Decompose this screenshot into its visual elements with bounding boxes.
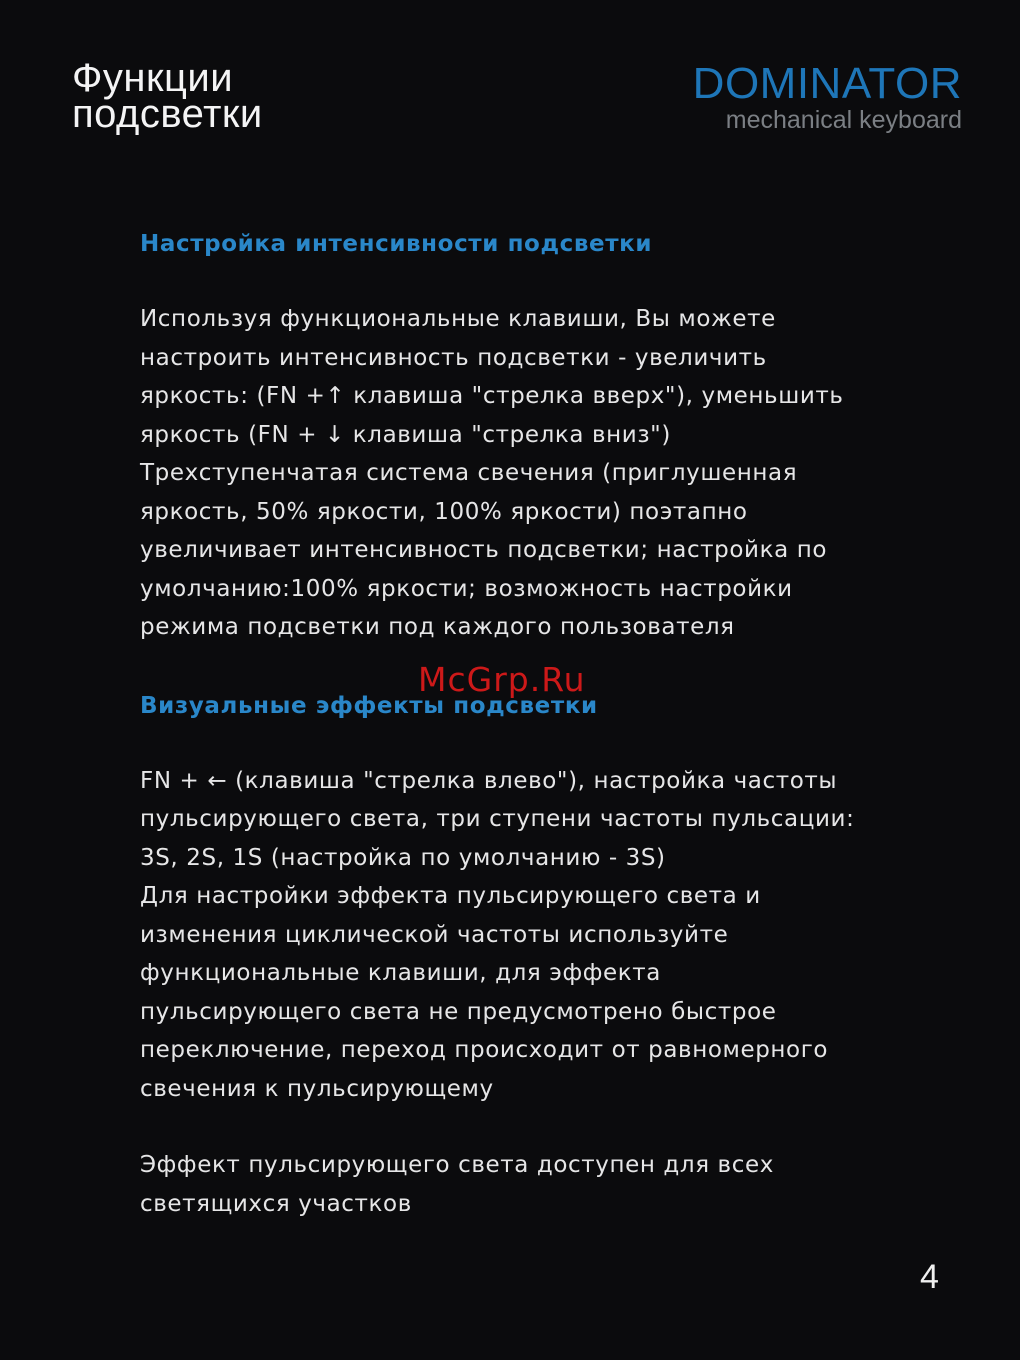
text-line: Используя функциональные клавиши, Вы можете <box>140 306 776 332</box>
text-line: Эффект пульсирующего света доступен для всех <box>140 1152 774 1178</box>
text-line: функциональные клавиши, для эффекта <box>140 960 661 986</box>
brand-logo <box>692 59 962 134</box>
text-line: умолчанию:100% яркости; возможность настройки <box>140 575 793 602</box>
text-line: яркость (FN + ↓ клавиша "стрелка вниз") <box>140 421 671 448</box>
brand-name: DOMINATOR <box>692 59 962 108</box>
text-line: увеличивает интенсивность подсветки; настройка по <box>140 537 828 563</box>
text-line: Для настройки эффекта пульсирующего света и <box>140 883 761 909</box>
text-line: переключение, переход происходит от равномерного <box>140 1037 829 1063</box>
text-line: изменения циклической частоты используйте <box>140 921 729 948</box>
text-line: свечения к пульсирующему <box>140 1075 494 1102</box>
page-content <box>140 222 920 1223</box>
text-line: режима подсветки под каждого пользователя <box>140 614 735 640</box>
page-title <box>72 56 263 136</box>
section-heading-brightness: Настройка интенсивности подсветки <box>140 231 653 257</box>
text-line: яркость, 50% яркости, 100% яркости) поэтапно <box>140 498 748 525</box>
page-title-line-2: подсветки <box>72 92 263 136</box>
text-line: яркость: (FN +↑ клавиша "стрелка вверх"), уменьшить <box>140 383 844 409</box>
text-line: Трехступенчатая система свечения (приглушенная <box>140 460 798 486</box>
text-line: пульсирующего света, три ступени частоты пульсации: <box>140 806 855 832</box>
brand-subtitle: mechanical keyboard <box>725 106 962 134</box>
text-line: настроить интенсивность подсветки - увеличить <box>140 344 767 371</box>
section-heading-effects: Визуальные эффекты подсветки <box>140 692 598 719</box>
text-line: светящихся участков <box>140 1190 412 1217</box>
page-title-line-1: Функции <box>72 56 234 100</box>
text-line: FN + ← (клавиша "стрелка влево"), настройка частоты <box>140 767 838 794</box>
section-body-effects <box>140 762 920 1109</box>
text-line: 3S, 2S, 1S (настройка по умолчанию - 3S) <box>140 844 666 871</box>
section-body-brightness <box>140 300 920 647</box>
text-line: пульсирующего света не предусмотрено быстрое <box>140 998 777 1025</box>
page-number: 4 <box>920 1258 939 1296</box>
section-note-effects <box>140 1146 920 1223</box>
watermark: McGrp.Ru <box>418 660 586 699</box>
